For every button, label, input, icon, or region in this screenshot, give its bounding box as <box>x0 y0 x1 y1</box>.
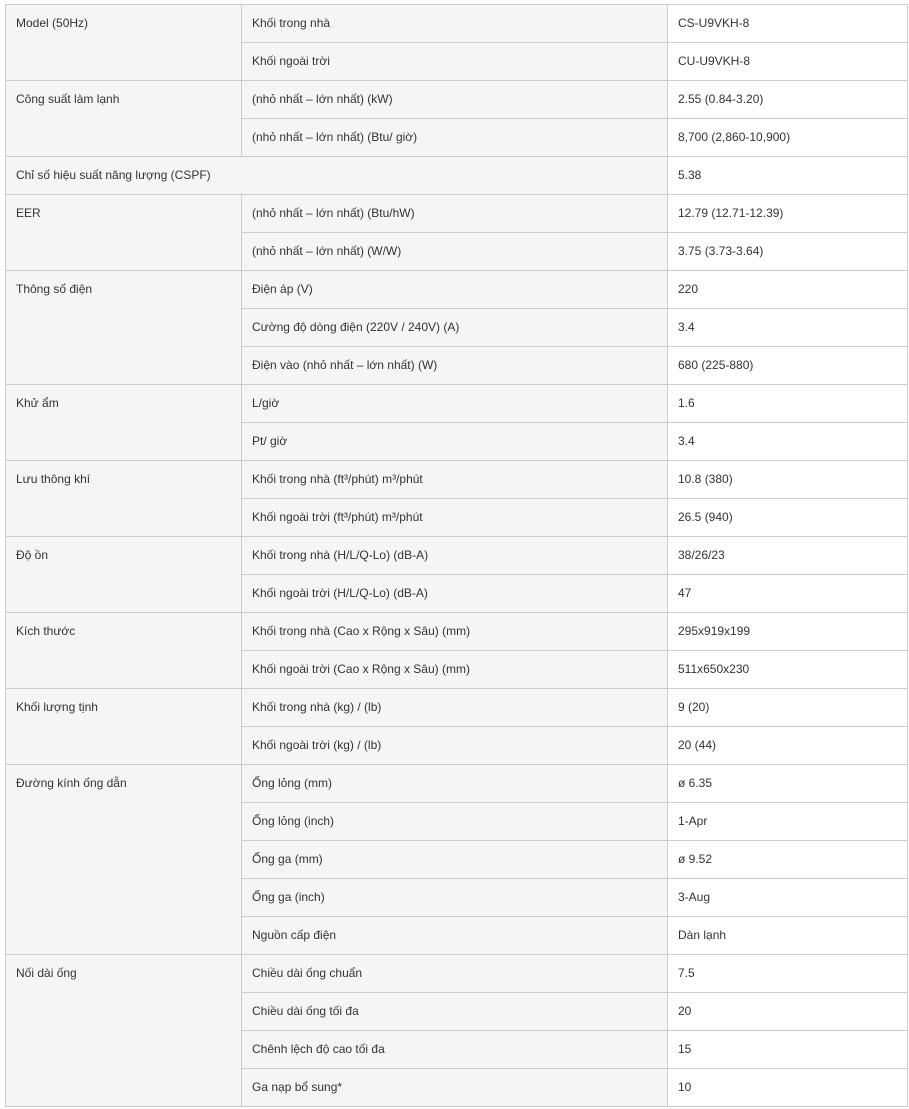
group-dehumidification: Khử ẩm <box>6 385 242 461</box>
group-cooling-capacity: Công suất làm lạnh <box>6 81 242 157</box>
row-label: Khối ngoài trời (ft³/phút) m³/phút <box>242 499 668 537</box>
row-label: Chênh lệch độ cao tối đa <box>242 1031 668 1069</box>
row-label: (nhỏ nhất – lớn nhất) (Btu/hW) <box>242 195 668 233</box>
row-value: 38/26/23 <box>668 537 908 575</box>
row-label: Ga nạp bổ sung* <box>242 1069 668 1107</box>
table-row <box>6 385 908 423</box>
row-label: Ống lỏng (inch) <box>242 803 668 841</box>
table-row <box>6 157 908 195</box>
row-label: Chiều dài ống tối đa <box>242 993 668 1031</box>
group-pipe-extension: Nối dài ống <box>6 955 242 1107</box>
row-value: 47 <box>668 575 908 613</box>
row-value: 1-Apr <box>668 803 908 841</box>
row-value: 20 (44) <box>668 727 908 765</box>
table-row <box>6 955 908 993</box>
row-value: 295x919x199 <box>668 613 908 651</box>
group-cspf: Chỉ số hiệu suất năng lượng (CSPF) <box>6 157 668 195</box>
group-dimensions: Kích thước <box>6 613 242 689</box>
row-label: (nhỏ nhất – lớn nhất) (kW) <box>242 81 668 119</box>
table-row <box>6 461 908 499</box>
row-label: (nhỏ nhất – lớn nhất) (W/W) <box>242 233 668 271</box>
row-label: Khối trong nhà (ft³/phút) m³/phút <box>242 461 668 499</box>
row-label: Điện vào (nhỏ nhất – lớn nhất) (W) <box>242 347 668 385</box>
table-row <box>6 271 908 309</box>
row-value: 3.4 <box>668 423 908 461</box>
row-label: Khối ngoài trời (Cao x Rộng x Sâu) (mm) <box>242 651 668 689</box>
row-value: 220 <box>668 271 908 309</box>
row-value: 8,700 (2,860-10,900) <box>668 119 908 157</box>
row-value: 680 (225-880) <box>668 347 908 385</box>
table-row <box>6 81 908 119</box>
row-value: 10 <box>668 1069 908 1107</box>
table-row <box>6 765 908 803</box>
row-label: Nguồn cấp điện <box>242 917 668 955</box>
row-label: Khối ngoài trời (H/L/Q-Lo) (dB-A) <box>242 575 668 613</box>
row-label: Cường độ dòng điện (220V / 240V) (A) <box>242 309 668 347</box>
row-value: 10.8 (380) <box>668 461 908 499</box>
row-label: (nhỏ nhất – lớn nhất) (Btu/ giờ) <box>242 119 668 157</box>
row-label: L/giờ <box>242 385 668 423</box>
table-row <box>6 689 908 727</box>
row-label: Khối trong nhà (kg) / (lb) <box>242 689 668 727</box>
row-value: 9 (20) <box>668 689 908 727</box>
row-label: Điện áp (V) <box>242 271 668 309</box>
group-eer: EER <box>6 195 242 271</box>
row-value: 7.5 <box>668 955 908 993</box>
row-label: Ống ga (mm) <box>242 841 668 879</box>
row-label: Ống lỏng (mm) <box>242 765 668 803</box>
row-value: 3.4 <box>668 309 908 347</box>
group-pipe-diameter: Đường kính ống dẫn <box>6 765 242 955</box>
row-value: ø 9.52 <box>668 841 908 879</box>
table-row <box>6 195 908 233</box>
row-label: Chiều dài ống chuẩn <box>242 955 668 993</box>
row-value: 3.75 (3.73-3.64) <box>668 233 908 271</box>
row-label: Ống ga (inch) <box>242 879 668 917</box>
row-label: Khối ngoài trời <box>242 43 668 81</box>
row-value: ø 6.35 <box>668 765 908 803</box>
row-label: Khối trong nhà (Cao x Rộng x Sâu) (mm) <box>242 613 668 651</box>
table-row <box>6 613 908 651</box>
row-value: 2.55 (0.84-3.20) <box>668 81 908 119</box>
spec-table <box>5 4 908 1107</box>
row-value: CS-U9VKH-8 <box>668 5 908 43</box>
table-row <box>6 537 908 575</box>
row-value: Dàn lạnh <box>668 917 908 955</box>
row-label: Khối trong nhà <box>242 5 668 43</box>
row-value: CU-U9VKH-8 <box>668 43 908 81</box>
row-value: 15 <box>668 1031 908 1069</box>
row-value: 20 <box>668 993 908 1031</box>
row-value: 511x650x230 <box>668 651 908 689</box>
table-row <box>6 5 908 43</box>
group-air-circulation: Lưu thông khí <box>6 461 242 537</box>
group-net-weight: Khối lượng tịnh <box>6 689 242 765</box>
group-noise: Độ ồn <box>6 537 242 613</box>
row-value: 5.38 <box>668 157 908 195</box>
row-label: Khối ngoài trời (kg) / (lb) <box>242 727 668 765</box>
row-label: Khối trong nhà (H/L/Q-Lo) (dB-A) <box>242 537 668 575</box>
row-value: 3-Aug <box>668 879 908 917</box>
row-value: 1.6 <box>668 385 908 423</box>
row-value: 26.5 (940) <box>668 499 908 537</box>
row-label: Pt/ giờ <box>242 423 668 461</box>
row-value: 12.79 (12.71-12.39) <box>668 195 908 233</box>
group-model: Model (50Hz) <box>6 5 242 81</box>
group-electrical: Thông số điện <box>6 271 242 385</box>
